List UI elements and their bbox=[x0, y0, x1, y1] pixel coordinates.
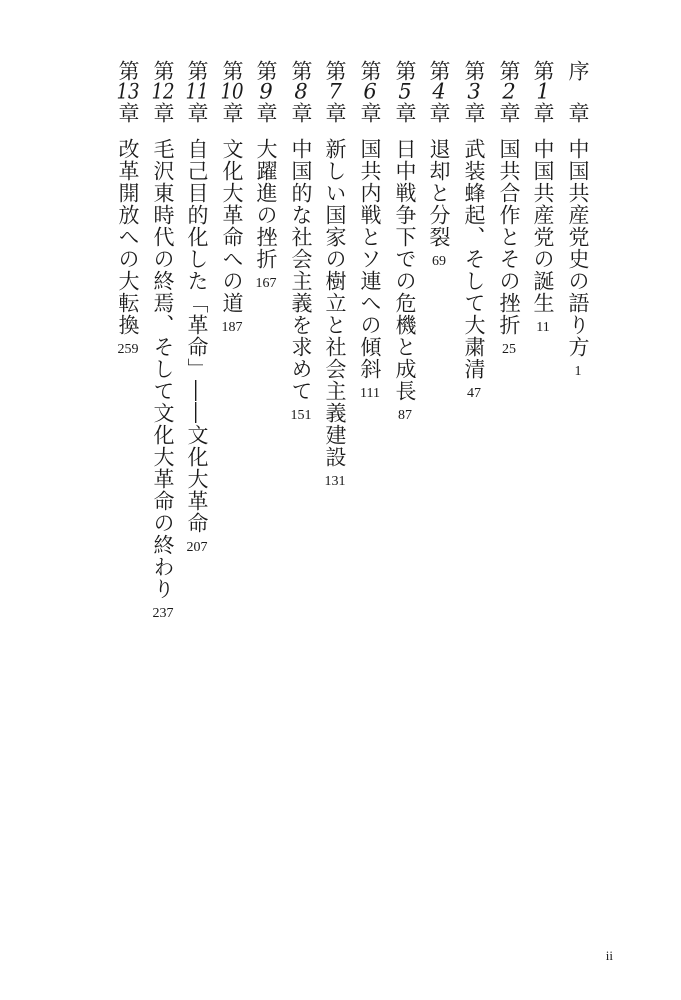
chapter-label-prefix: 第 bbox=[531, 60, 555, 81]
chapter-label-prefix: 第 bbox=[185, 60, 209, 81]
chapter-label bbox=[424, 60, 454, 123]
toc-entry[interactable] bbox=[494, 60, 524, 680]
chapter-title: 毛沢東時代の終焉、そして文化大革命の終わり bbox=[151, 138, 175, 600]
toc-entry[interactable] bbox=[113, 60, 143, 680]
chapter-page-number: 131 bbox=[324, 474, 346, 489]
chapter-label bbox=[494, 60, 524, 123]
chapter-label-prefix: 第 bbox=[462, 60, 486, 81]
chapter-label bbox=[182, 60, 212, 123]
chapter-label bbox=[113, 60, 143, 123]
chapter-page-number: 237 bbox=[152, 606, 174, 621]
toc-entry[interactable] bbox=[424, 60, 454, 680]
chapter-page-number: 47 bbox=[467, 386, 481, 401]
chapter-number: 6 bbox=[363, 81, 377, 102]
chapter-page-number: 25 bbox=[502, 342, 516, 357]
chapter-number: 2 bbox=[502, 81, 516, 102]
chapter-number: 8 bbox=[294, 81, 308, 102]
toc-entry[interactable] bbox=[217, 60, 247, 680]
chapter-label bbox=[320, 60, 350, 123]
chapter-title: 改革開放への大転換 bbox=[116, 138, 140, 336]
chapter-title: 中国共産党の誕生 bbox=[531, 138, 555, 314]
chapter-number: 3 bbox=[467, 81, 481, 102]
chapter-title: 国共合作とその挫折 bbox=[497, 138, 521, 336]
chapter-number: 5 bbox=[398, 81, 412, 102]
chapter-label-suffix: 章 bbox=[185, 102, 209, 123]
table-of-contents bbox=[0, 60, 681, 680]
chapter-number: 12 bbox=[151, 81, 175, 102]
chapter-number: 9 bbox=[259, 81, 273, 102]
chapter-label-suffix: 章 bbox=[116, 102, 140, 123]
chapter-label-suffix: 章 bbox=[254, 102, 278, 123]
chapter-label-prefix: 第 bbox=[289, 60, 313, 81]
chapter-label-prefix: 第 bbox=[393, 60, 417, 81]
toc-entry[interactable] bbox=[528, 60, 558, 680]
toc-entry[interactable] bbox=[251, 60, 281, 680]
chapter-number: 4 bbox=[432, 81, 446, 102]
chapter-number: 7 bbox=[328, 81, 342, 102]
chapter-title: 文化大革命への道 bbox=[220, 138, 244, 314]
chapter-label-prefix: 第 bbox=[220, 60, 244, 81]
folio-page-number: ii bbox=[605, 948, 613, 963]
chapter-page-number: 167 bbox=[255, 276, 277, 291]
chapter-label bbox=[217, 60, 247, 123]
chapter-label-suffix: 章 bbox=[393, 102, 417, 123]
chapter-title: 武装蜂起、そして大粛清 bbox=[462, 138, 486, 380]
chapter-label bbox=[148, 60, 178, 123]
chapter-label bbox=[355, 60, 385, 123]
chapter-page-number: 69 bbox=[432, 254, 446, 269]
toc-entry[interactable] bbox=[320, 60, 350, 680]
chapter-label bbox=[390, 60, 420, 123]
chapter-label-suffix: 章 bbox=[531, 102, 555, 123]
chapter-page-number: 187 bbox=[221, 320, 243, 335]
toc-entry[interactable] bbox=[148, 60, 178, 680]
toc-entry[interactable] bbox=[459, 60, 489, 680]
chapter-label-suffix: 章 bbox=[427, 102, 451, 123]
chapter-page-number: 207 bbox=[186, 540, 208, 555]
chapter-label-suffix: 章 bbox=[462, 102, 486, 123]
chapter-label-prefix: 第 bbox=[497, 60, 521, 81]
toc-entry[interactable] bbox=[390, 60, 420, 680]
chapter-number: 11 bbox=[185, 81, 209, 102]
chapter-title: 中国的な社会主義を求めて bbox=[289, 138, 313, 402]
chapter-label-prefix: 第 bbox=[151, 60, 175, 81]
chapter-number: 13 bbox=[116, 81, 140, 102]
chapter-page-number: 259 bbox=[117, 342, 139, 357]
chapter-label-suffix: 章 bbox=[289, 102, 313, 123]
chapter-title: 国共内戦とソ連への傾斜 bbox=[358, 138, 382, 380]
chapter-title: 退却と分裂 bbox=[427, 138, 451, 248]
chapter-number: 1 bbox=[536, 81, 550, 102]
chapter-number: 10 bbox=[220, 81, 244, 102]
chapter-label bbox=[251, 60, 281, 123]
chapter-label bbox=[459, 60, 489, 123]
chapter-page-number: 11 bbox=[536, 320, 550, 335]
chapter-label-suffix: 章 bbox=[497, 102, 521, 123]
chapter-label-suffix: 章 bbox=[323, 102, 347, 123]
chapter-page-number: 87 bbox=[398, 408, 412, 423]
chapter-label-suffix: 章 bbox=[566, 81, 590, 123]
chapter-label-prefix: 第 bbox=[254, 60, 278, 81]
chapter-label-prefix: 第 bbox=[323, 60, 347, 81]
toc-entry[interactable] bbox=[286, 60, 316, 680]
chapter-page-number: 151 bbox=[290, 408, 312, 423]
chapter-label bbox=[563, 60, 593, 123]
chapter-label-prefix: 第 bbox=[427, 60, 451, 81]
chapter-page-number: 1 bbox=[574, 364, 582, 379]
chapter-page-number: 111 bbox=[360, 386, 380, 401]
chapter-title: 自己目的化した「革命」――文化大革命 bbox=[185, 138, 209, 534]
chapter-label bbox=[528, 60, 558, 123]
chapter-title: 日中戦争下での危機と成長 bbox=[393, 138, 417, 402]
toc-entry[interactable] bbox=[563, 60, 593, 680]
chapter-label-prefix: 第 bbox=[116, 60, 140, 81]
chapter-title: 大躍進の挫折 bbox=[254, 138, 278, 270]
chapter-label-prefix: 第 bbox=[358, 60, 382, 81]
chapter-label-suffix: 章 bbox=[151, 102, 175, 123]
chapter-label-suffix: 章 bbox=[358, 102, 382, 123]
chapter-title: 中国共産党史の語り方 bbox=[566, 138, 590, 358]
chapter-title: 新しい国家の樹立と社会主義建設 bbox=[323, 138, 347, 468]
chapter-label bbox=[286, 60, 316, 123]
chapter-label-suffix: 章 bbox=[220, 102, 244, 123]
toc-entry[interactable] bbox=[182, 60, 212, 680]
chapter-label-prefix: 序 bbox=[566, 60, 590, 81]
toc-entry[interactable] bbox=[355, 60, 385, 680]
